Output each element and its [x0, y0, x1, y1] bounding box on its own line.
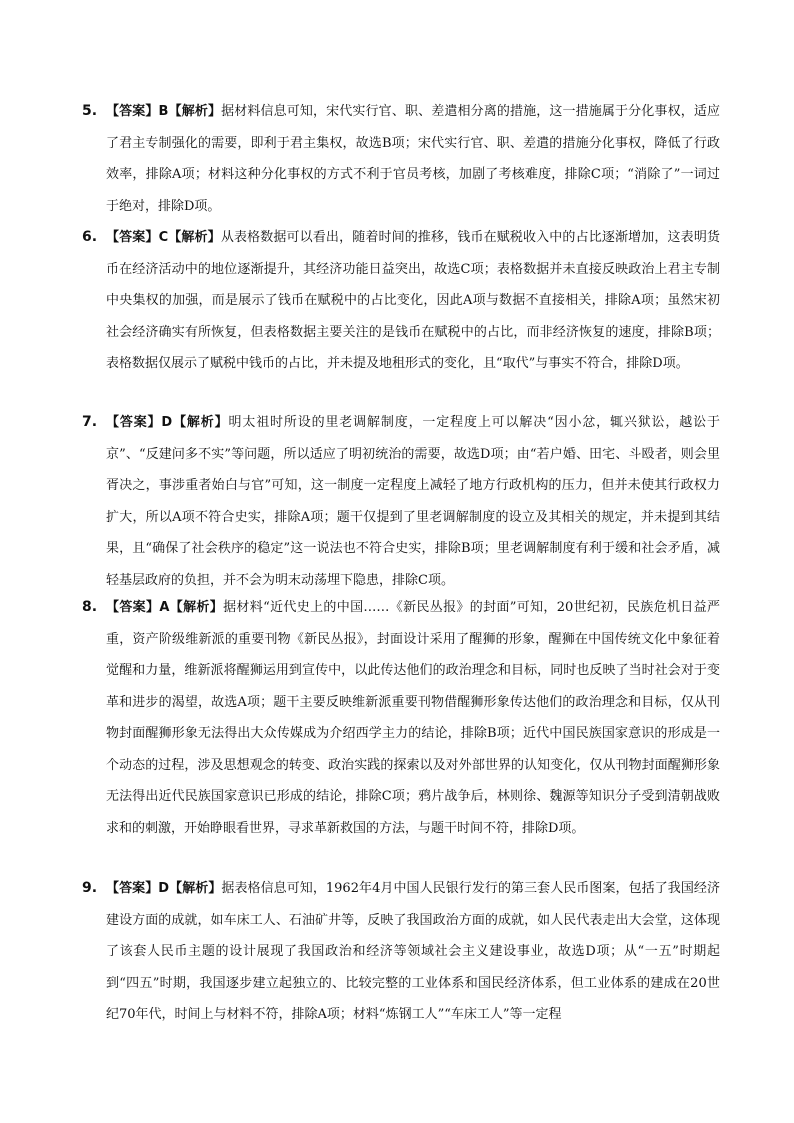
answer-tag: 【答案】	[106, 230, 159, 245]
answer-choice: A	[159, 600, 170, 615]
answer-paragraph	[106, 96, 720, 222]
answer-tag: 【答案】	[106, 415, 162, 430]
question-number: 9.	[82, 880, 98, 896]
analysis-text: 据材料信息可知，宋代实行官、职、差遣相分离的措施，这一措施属于分化事权，适应了君主专制强化的需要，即利于君主集权，故选B项；宋代实行官、职、差遣的措施分化事权，降低了行政效率，排除A项；材料这种分化事权的方式不利于官员考核，加剧了考核难度，排除C项；“消除了”一词过于绝对，排除D项。	[106, 104, 720, 214]
answer-item-6	[82, 222, 720, 380]
answer-item-5	[82, 96, 720, 222]
answer-paragraph	[106, 222, 720, 380]
question-number: 6.	[82, 229, 98, 245]
question-number: 5.	[82, 103, 98, 119]
analysis-text: 据表格信息可知，1962年4月中国人民银行发行的第三套人民币图案，包括了我国经济建设方面的成就，如车床工人、石油矿井等，反映了我国政治方面的成就，如人民代表走出大会堂，这体现了该套人民币主题的设计展现了我国政治和经济等领域社会主义建设事业，故选D项；从“一五”时期起到“四五”时期，我国逐步建立起独立的、比较完整的工业体系和国民经济体系，但工业体系的建成在20世纪70年代，时间上与材料不符，排除A项；材料“炼钢工人”“车床工人”等一定程	[106, 881, 720, 1022]
answer-item-8	[82, 592, 720, 844]
answer-tag: 【答案】	[106, 600, 160, 615]
answer-choice: B	[158, 104, 169, 119]
answer-choice: D	[158, 881, 170, 896]
answer-paragraph	[106, 407, 720, 596]
question-number: 7.	[82, 414, 98, 430]
analysis-tag: 【解析】	[172, 415, 229, 430]
answer-choice: D	[161, 415, 173, 430]
analysis-tag: 【解析】	[168, 104, 222, 119]
answer-tag: 【答案】	[106, 881, 159, 896]
answer-item-7	[82, 407, 720, 596]
analysis-text: 据材料“近代史上的中国……《新民丛报》的封面”可知，20世纪初，民族危机日益严重，资产阶级维新派的重要刊物《新民丛报》，封面设计采用了醒狮的形象，醒狮在中国传统文化中象征着觉醒和力量，维新派将醒狮运用到宣传中，以此传达他们的政治理念和目标，同时也反映了当时社会对于变革和进步的渴望，故选A项；题干主要反映维新派重要刊物借醒狮形象传达他们的政治理念和目标，仅从刊物封面醒狮形象无法得出大众传媒成为介绍西学主力的结论，排除B项；近代中国民族国家意识的形成是一个动态的过程，涉及思想观念的转变、政治实践的探索以及对外部世界的认知变化，仅从刊物封面醒狮形象无法得出近代民族国家意识已形成的结论，排除C项；鸦片战争后，林则徐、魏源等知识分子受到清朝战败求和的刺激，开始睁眼看世界，寻求革新救国的方法，与题干时间不符，排除D项。	[106, 600, 720, 836]
analysis-text: 从表格数据可以看出，随着时间的推移，钱币在赋税收入中的占比逐渐增加，这表明货币在经济活动中的地位逐渐提升，其经济功能日益突出，故选C项；表格数据并未直接反映政治上君主专制中央集权的加强，而是展示了钱币在赋税中的占比变化，因此A项与数据不直接相关，排除A项；虽然宋初社会经济确实有所恢复，但表格数据主要关注的是钱币在赋税中的占比，而非经济恢复的速度，排除B项；表格数据仅展示了赋税中钱币的占比，并未提及地租形式的变化，且“取代”与事实不符合，排除D项。	[106, 230, 720, 371]
question-number: 8.	[82, 599, 98, 615]
analysis-tag: 【解析】	[168, 230, 221, 245]
answer-choice: C	[158, 230, 169, 245]
answer-item-9	[82, 873, 720, 1031]
analysis-text: 明太祖时所设的里老调解制度，一定程度上可以解决“因小忿，辄兴狱讼，越讼于京”、“反建问多不实”等问题，所以适应了明初统治的需要，故选D项；由“若户婚、田宅、斗殴者，则会里胥决之，事涉重者始白与官”可知，这一制度一定程度上减轻了地方行政机构的压力，但并未使其行政权力扩大，所以A项不符合史实，排除A项；题干仅提到了里老调解制度的设立及其相关的规定，并未提到其结果，且“确保了社会秩序的稳定”这一说法也不符合史实，排除B项；里老调解制度有利于缓和社会矛盾，减轻基层政府的负担，并不会为明末动荡埋下隐患，排除C项。	[106, 415, 720, 588]
answer-tag: 【答案】	[106, 104, 159, 119]
answer-paragraph	[106, 592, 720, 844]
analysis-tag: 【解析】	[169, 600, 224, 615]
analysis-tag: 【解析】	[169, 881, 222, 896]
answer-paragraph	[106, 873, 720, 1031]
